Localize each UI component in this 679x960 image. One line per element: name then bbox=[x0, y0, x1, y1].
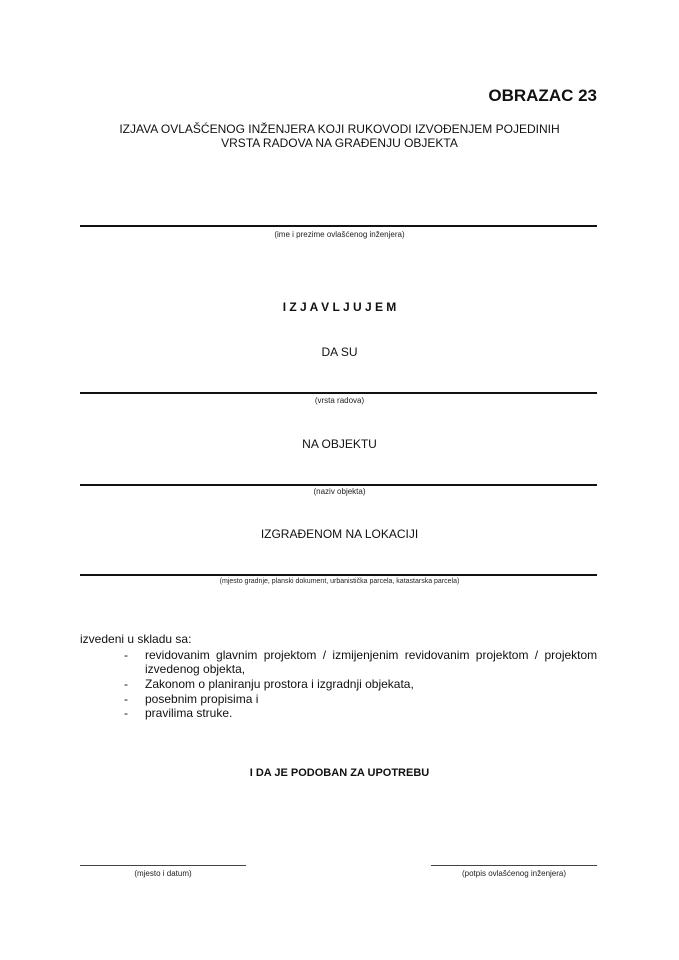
place-date-label: (mjesto i datum) bbox=[134, 869, 192, 878]
location-field-label: (mjesto gradnje, planski dokument, urbanistička parcela, katastarska parcela) bbox=[219, 578, 460, 585]
form-number: OBRAZAC 23 bbox=[488, 86, 597, 105]
da-su-text: DA SU bbox=[321, 345, 358, 359]
signature-label: (potpis ovlašćenog inženjera) bbox=[461, 869, 567, 878]
location-heading: IZGRAĐENOM NA LOKACIJI bbox=[260, 527, 419, 541]
bullet-dash: - bbox=[124, 677, 128, 691]
place-date-line[interactable] bbox=[80, 865, 246, 866]
na-objektu-text: NA OBJEKTU bbox=[302, 437, 377, 451]
declaration-heading: I Z J A V L J U J E M bbox=[282, 300, 397, 314]
title-line-2: VRSTA RADOVA NA GRAĐENJU OBJEKTA bbox=[221, 136, 458, 150]
works-field-line[interactable] bbox=[80, 392, 597, 394]
works-field-label: (vrsta radova) bbox=[314, 396, 365, 405]
compliance-intro: izvedeni u skladu sa: bbox=[80, 632, 192, 646]
conclusion-text: I DA JE PODOBAN ZA UPOTREBU bbox=[249, 767, 430, 779]
name-field-label: (ime i prezime ovlašćenog inženjera) bbox=[274, 230, 405, 239]
object-field-line[interactable] bbox=[80, 484, 597, 486]
list-item-text: revidovanim glavnim projektom / izmijenjenim revidovanim projektom / projektom bbox=[145, 648, 598, 662]
list-item-text: pravilima struke. bbox=[145, 706, 233, 720]
bullet-dash: - bbox=[124, 648, 128, 662]
bullet-dash: - bbox=[124, 706, 128, 720]
title-line-1: IZJAVA OVLAŠĆENOG INŽENJERA KOJI RUKOVODI IZVOĐENJEM POJEDINIH bbox=[119, 122, 560, 136]
list-item-text: izvedenog objekta, bbox=[145, 662, 246, 676]
name-field-line[interactable] bbox=[80, 225, 597, 227]
bullet-dash: - bbox=[124, 692, 128, 706]
object-field-label: (naziv objekta) bbox=[313, 487, 366, 496]
list-item-text: Zakonom o planiranju prostora i izgradnji objekata, bbox=[145, 677, 414, 691]
signature-line[interactable] bbox=[431, 865, 597, 866]
location-field-line[interactable] bbox=[80, 574, 597, 576]
list-item-text: posebnim propisima i bbox=[145, 692, 259, 706]
